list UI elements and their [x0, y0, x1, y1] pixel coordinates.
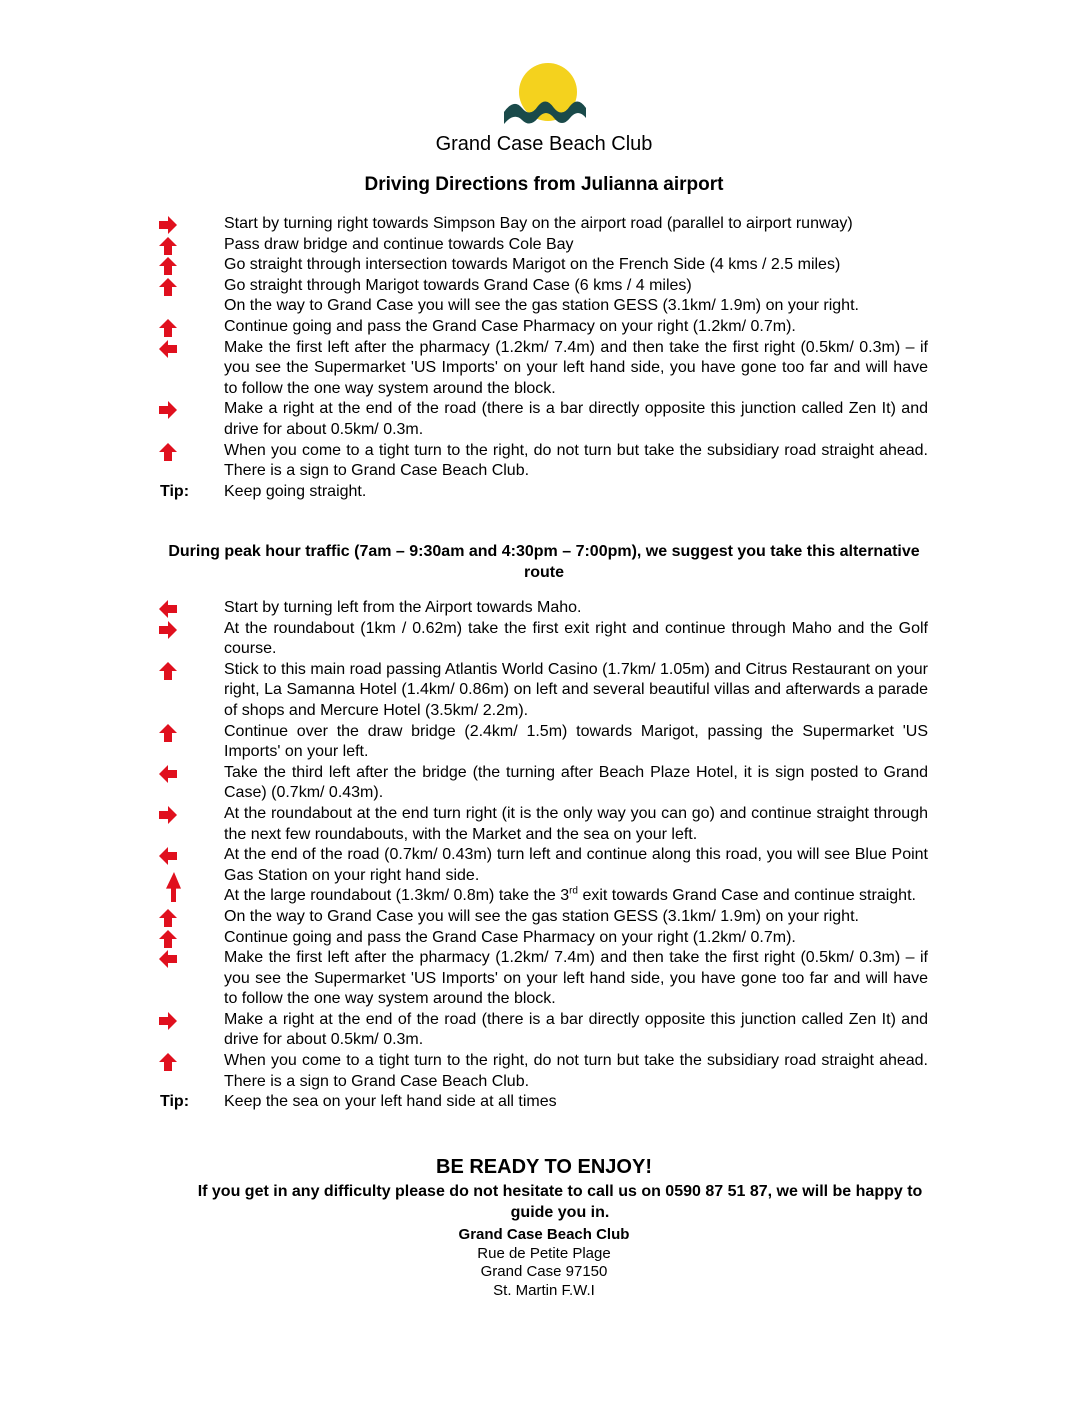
step-text: At the end of the road (0.7km/ 0.43m) turn left and continue along this road, you will see Blue Point Gas Station on your right hand side. — [224, 846, 928, 884]
route-alternative-list — [155, 598, 928, 1113]
step-text-continued: exit towards Grand Case and continue straight. — [578, 887, 916, 905]
step-text: Go straight through Marigot towards Grand Case (6 kms / 4 miles) — [224, 276, 692, 294]
address-line: Rue de Petite Plage — [477, 1244, 611, 1262]
step-item — [155, 886, 928, 907]
step-text: At the roundabout (1km / 0.62m) take the first exit right and continue through Maho and the Golf course. — [224, 619, 928, 658]
step-item — [155, 1010, 928, 1051]
arrow-up-icon — [155, 1053, 181, 1071]
address-name: Grand Case Beach Club — [458, 1226, 630, 1243]
address-block — [0, 1226, 1088, 1300]
arrow-left-icon — [155, 340, 181, 358]
step-text: Continue over the draw bridge (2.4km/ 1.5m) towards Marigot, passing the Supermarket 'US Imports' on your left. — [224, 722, 928, 761]
step-item — [155, 214, 928, 235]
step-text: Go straight through intersection towards Marigot on the French Side (4 kms / 2.5 miles) — [224, 256, 841, 274]
arrow-up-icon — [155, 909, 181, 927]
curved-arrow-icon — [155, 872, 181, 902]
arrow-left-icon — [155, 950, 181, 968]
route-main-list — [155, 214, 928, 502]
step-item — [155, 907, 928, 928]
step-item — [155, 948, 928, 1010]
tip-text: Keep going straight. — [224, 482, 367, 500]
step-text: At the large roundabout (1.3km/ 0.8m) take the 3 — [224, 887, 570, 905]
arrow-up-icon — [155, 278, 181, 296]
arrow-right-icon — [155, 401, 181, 419]
step-text: Make a right at the end of the road (there is a bar directly opposite this junction called Zen It) and drive for about 0.5km/ 0.3m. — [224, 1010, 928, 1049]
tip-text: Keep the sea on your left hand side at all times — [224, 1093, 557, 1111]
step-item — [155, 338, 928, 400]
step-item — [155, 296, 928, 317]
step-item — [155, 1051, 928, 1092]
step-item — [155, 619, 928, 660]
arrow-left-icon — [155, 765, 181, 783]
step-item — [155, 598, 928, 619]
step-text: Stick to this main road passing Atlantis World Casino (1.7km/ 1.05m) and Citrus Restaurant on your right, La Samanna Hotel (1.4km/ 0.86m) on left and several beautiful villas and afterwards a parade of shops and Mercure Hotel (3.5km/ 2.2m). — [224, 660, 928, 719]
peak-hour-note: During peak hour traffic (7am – 9:30am and 4:30pm – 7:00pm), we suggest you take this alternative route — [168, 543, 920, 581]
step-item — [155, 441, 928, 482]
step-text: Make a right at the end of the road (there is a bar directly opposite this junction called Zen It) and drive for about 0.5km/ 0.3m. — [224, 400, 928, 438]
step-text: Continue going and pass the Grand Case Pharmacy on your right (1.2km/ 0.7m). — [224, 317, 796, 335]
arrow-right-icon — [155, 216, 181, 234]
address-line: Grand Case 97150 — [480, 1263, 608, 1280]
step-text: At the roundabout at the end turn right (it is the only way you can go) and continue straight through the next few roundabouts, with the Market and the sea on your left. — [224, 804, 928, 843]
step-item — [155, 399, 928, 440]
arrow-up-icon — [155, 662, 181, 680]
arrow-left-icon — [155, 847, 181, 865]
step-text: Make the first left after the pharmacy (1.2km/ 7.4m) and then take the first right (0.5km/ 0.3m) – if you see the Supermarket 'US Imports' on your left hand side, you have gone too far and will have to follow the one way system around the block. — [224, 949, 928, 1008]
grand-case-logo — [500, 62, 588, 134]
step-item — [155, 763, 928, 804]
arrow-up-icon — [155, 443, 181, 461]
arrow-right-icon — [155, 621, 181, 639]
step-item — [155, 235, 928, 256]
step-text: Take the third left after the bridge (the turning after Beach Plaze Hotel, it is sign posted to Grand Case) (0.7km/ 0.43m). — [224, 763, 928, 802]
tip-item — [155, 1092, 928, 1113]
arrow-right-icon — [155, 806, 181, 824]
arrow-up-icon — [155, 257, 181, 275]
step-item — [155, 255, 928, 276]
step-item — [155, 845, 928, 886]
arrow-up-icon — [155, 930, 181, 948]
arrow-right-icon — [155, 1012, 181, 1030]
arrow-up-icon — [155, 724, 181, 742]
tip-label: Tip: — [160, 482, 190, 500]
step-text: On the way to Grand Case you will see the gas station GESS (3.1km/ 1.9m) on your right. — [224, 907, 859, 925]
contact-note: If you get in any difficulty please do not hesitate to call us on 0590 87 51 87, we will be happy to guide you in. — [197, 1183, 923, 1221]
arrow-up-icon — [155, 237, 181, 255]
step-text: Continue going and pass the Grand Case Pharmacy on your right (1.2km/ 0.7m). — [224, 928, 796, 946]
step-text: On the way to Grand Case you will see the gas station GESS (3.1km/ 1.9m) on your right. — [224, 297, 859, 315]
step-item — [155, 660, 928, 722]
page-title: Driving Directions from Julianna airport — [364, 174, 724, 195]
step-text: Pass draw bridge and continue towards Cole Bay — [224, 235, 574, 253]
ready-banner: BE READY TO ENJOY! — [436, 1156, 652, 1178]
address-line: St. Martin F.W.I — [493, 1281, 595, 1299]
step-text: When you come to a tight turn to the right, do not turn but take the subsidiary road straight ahead. There is a sign to Grand Case Beach Club. — [224, 1052, 928, 1090]
step-text: Make the first left after the pharmacy (1.2km/ 7.4m) and then take the first right (0.5km/ 0.3m) – if you see the Supermarket 'US Imports' on your left hand side, you have gone too far and will have to follow the one way system around the block. — [224, 338, 928, 397]
ordinal-suffix: rd — [569, 885, 578, 897]
step-item — [155, 317, 928, 338]
arrow-up-icon — [155, 319, 181, 337]
step-item — [155, 804, 928, 845]
step-item — [155, 276, 928, 297]
arrow-left-icon — [155, 600, 181, 618]
step-item — [155, 928, 928, 949]
step-item — [155, 722, 928, 763]
tip-item — [155, 482, 928, 503]
tip-label: Tip: — [160, 1093, 190, 1111]
step-text: Start by turning left from the Airport towards Maho. — [224, 599, 582, 616]
step-text: When you come to a tight turn to the right, do not turn but take the subsidiary road straight ahead. There is a sign to Grand Case Beach Club. — [224, 441, 928, 480]
step-text: Start by turning right towards Simpson Bay on the airport road (parallel to airport runway) — [224, 215, 853, 232]
brand-name: Grand Case Beach Club — [435, 133, 653, 155]
